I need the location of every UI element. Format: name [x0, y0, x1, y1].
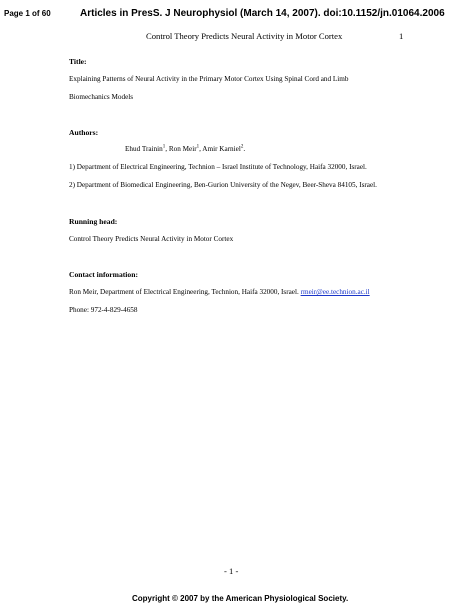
contact-heading: Contact information:	[69, 270, 138, 279]
authors-heading: Authors:	[69, 128, 99, 137]
affiliation-1: 1) Department of Electrical Engineering, Technion – Israel Institute of Technology, Haifa 32000, Israel.	[69, 163, 367, 171]
author-affiliation: 1	[196, 144, 200, 150]
author-separator: ,	[165, 145, 169, 153]
running-head-title: Control Theory Predicts Neural Activity in Motor Cortex	[146, 31, 343, 41]
affiliation-2: 2) Department of Biomedical Engineering, Ben-Gurion University of the Negev, Beer-Sheva 84105, Israel.	[69, 181, 377, 189]
page-count: Page 1 of 60	[4, 9, 51, 18]
contact-address-line	[69, 288, 370, 296]
running-head-page-number: 1	[399, 31, 404, 41]
title-line-1: Explaining Patterns of Neural Activity in the Primary Motor Cortex Using Spinal Cord and Limb	[69, 75, 349, 83]
footer-page-number: - 1 -	[224, 566, 239, 576]
author-name: Ehud Trainin	[125, 145, 163, 153]
author-list	[125, 145, 245, 153]
author-affiliation: 1	[162, 144, 166, 150]
author-separator: ,	[199, 145, 203, 153]
articles-in-press-banner: Articles in PresS. J Neurophysiol (March 14, 2007). doi:10.1152/jn.01064.2006	[80, 8, 445, 19]
author-name: Amir Karniel	[202, 145, 241, 153]
author-affiliation: 2	[240, 144, 244, 150]
author-name: Ron Meir	[168, 145, 197, 153]
running-head-text: Control Theory Predicts Neural Activity in Motor Cortex	[69, 235, 234, 243]
contact-phone: Phone: 972-4-829-4658	[69, 306, 138, 314]
copyright-notice: Copyright © 2007 by the American Physiological Society.	[132, 594, 349, 603]
running-head-heading: Running head:	[69, 217, 118, 226]
contact-email-link[interactable]: rmeir@ee.technion.ac.il	[300, 288, 370, 296]
title-line-2: Biomechanics Models	[69, 93, 134, 101]
title-heading: Title:	[69, 57, 87, 66]
author-separator: .	[243, 145, 246, 153]
contact-address: Ron Meir, Department of Electrical Engineering, Technion, Haifa 32000, Israel.	[69, 288, 299, 296]
